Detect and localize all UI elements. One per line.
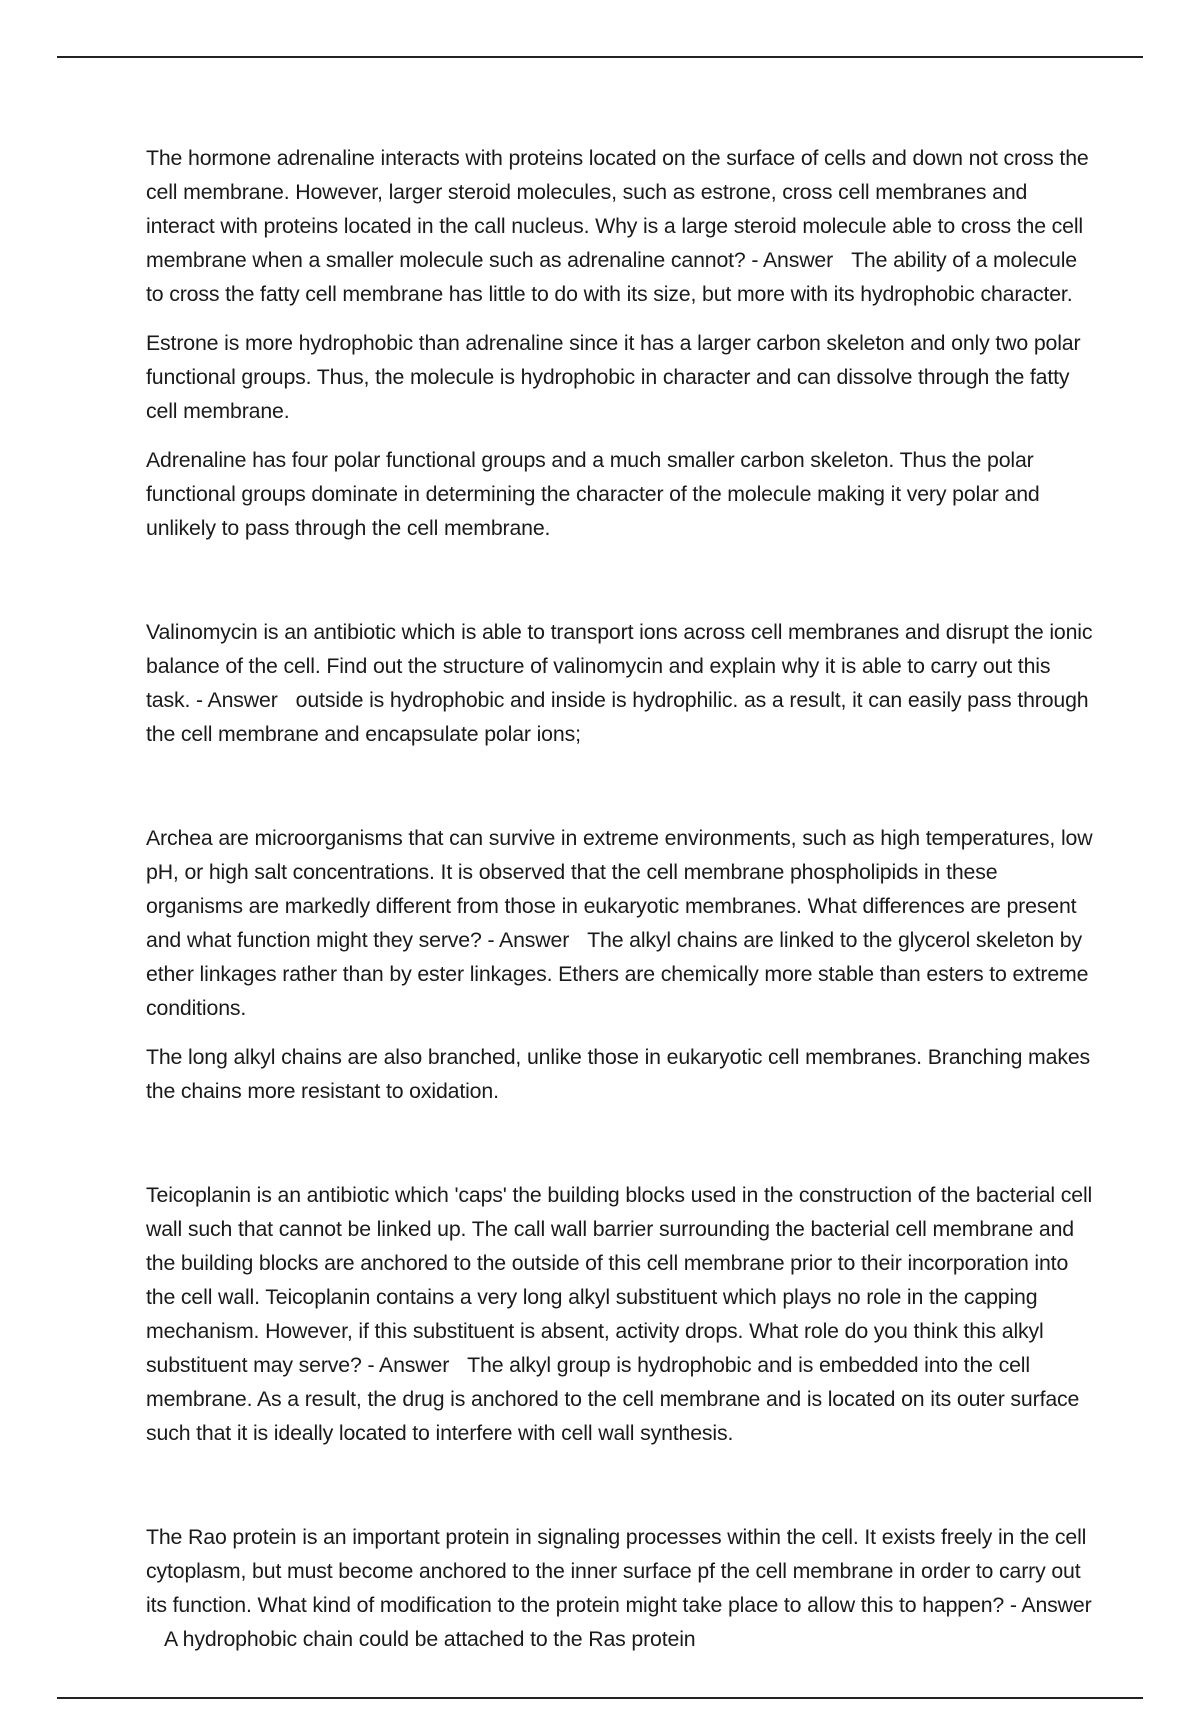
qa-item xyxy=(146,1178,1096,1450)
answer-marker: - Answer xyxy=(1009,1593,1092,1617)
answer-marker: - Answer xyxy=(751,248,834,272)
answer-text: A hydrophobic chain could be attached to the Ras protein xyxy=(164,1627,696,1651)
answer-continuation: The long alkyl chains are also branched, unlike those in eukaryotic cell membranes. Branching makes the chains more resistant to oxidation. xyxy=(146,1045,1091,1103)
answer-continuation: Estrone is more hydrophobic than adrenaline since it has a larger carbon skeleton and only two polar functional groups. Thus, the molecule is hydrophobic in character and can dissolve through the fatty cell membrane. xyxy=(146,331,1081,423)
answer-continuation: Adrenaline has four polar functional groups and a much smaller carbon skeleton. Thus the polar functional groups dominate in determining the character of the molecule making it very polar and unlikely to pass through the cell membrane. xyxy=(146,448,1040,540)
qa-item xyxy=(146,141,1096,545)
answer-marker: - Answer xyxy=(196,688,278,712)
document-body xyxy=(146,141,1096,1726)
qa-question-paragraph xyxy=(146,1520,1096,1656)
qa-question-paragraph xyxy=(146,141,1096,311)
answer-marker: - Answer xyxy=(367,1353,450,1377)
qa-item xyxy=(146,821,1096,1108)
question-text: Valinomycin is an antibiotic which is able to transport ions across cell membranes and disrupt the ionic balance of the cell. Find out the structure of valinomycin and explain why it is able to carry out this task. xyxy=(146,620,1093,712)
question-text: Archea are microorganisms that can survive in extreme environments, such as high temperatures, low pH, or high salt concentrations. It is observed that the cell membrane phospholipids in these organisms are markedly different from those in eukaryotic membranes. What differences are present and what function might they serve? xyxy=(146,826,1093,952)
qa-question-paragraph xyxy=(146,1178,1096,1450)
qa-item xyxy=(146,1520,1096,1656)
footer-divider xyxy=(57,1697,1143,1699)
answer-text: outside is hydrophobic and inside is hydrophilic. as a result, it can easily pass through the cell membrane and encapsulate polar ions; xyxy=(146,688,1089,746)
qa-question-paragraph xyxy=(146,615,1096,751)
header-divider xyxy=(57,56,1143,58)
question-text: The Rao protein is an important protein in signaling processes within the cell. It exists freely in the cell cytoplasm, but must become anchored to the inner surface pf the cell membrane in order to carry out its function. What kind of modification to the protein might take place to allow this to happen? xyxy=(146,1525,1087,1617)
qa-item xyxy=(146,615,1096,751)
qa-question-paragraph xyxy=(146,821,1096,1025)
question-text: Teicoplanin is an antibiotic which 'caps' the building blocks used in the construction of the bacterial cell wall such that cannot be linked up. The call wall barrier surrounding the bacterial cell membrane and the building blocks are anchored to the outside of this cell membrane prior to their incorporation into the cell wall. Teicoplanin contains a very long alkyl substituent which plays no role in the capping mechanism. However, if this substituent is absent, activity drops. What role do you think this alkyl substituent may serve? xyxy=(146,1183,1093,1377)
answer-marker: - Answer xyxy=(487,928,570,952)
answer-text: The ability of a molecule to cross the fatty cell membrane has little to do with its size, but more with its hydrophobic character. xyxy=(146,248,1077,306)
question-text: The hormone adrenaline interacts with proteins located on the surface of cells and down not cross the cell membrane. However, larger steroid molecules, such as estrone, cross cell membranes and interact with proteins located in the call nucleus. Why is a large steroid molecule able to cross the cell membrane when a smaller molecule such as adrenaline cannot? xyxy=(146,146,1089,272)
answer-text: The alkyl group is hydrophobic and is embedded into the cell membrane. As a result, the drug is anchored to the cell membrane and is located on its outer surface such that it is ideally located to interfere with cell wall synthesis. xyxy=(146,1353,1080,1445)
answer-text: The alkyl chains are linked to the glycerol skeleton by ether linkages rather than by ester linkages. Ethers are chemically more stable than esters to extreme conditions. xyxy=(146,928,1089,1020)
